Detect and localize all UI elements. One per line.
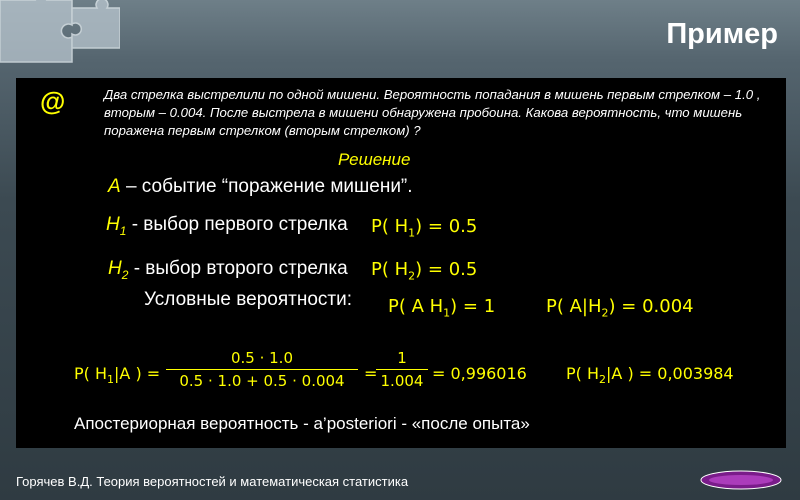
bayes2-lhs-end: |A ) = 0,003984 — [606, 364, 734, 383]
bayes1-numerator: 0.5 · 1.0 — [230, 349, 293, 367]
conditional-label: Условные вероятности: — [144, 289, 352, 310]
bayes1-lhs-sub: 1 — [107, 373, 115, 387]
bayes2-lhs-sub: 2 — [599, 373, 607, 387]
simplified-fraction — [376, 349, 428, 390]
bayes2-numerator: 1 — [397, 349, 407, 367]
h1-formula-start: P( H — [371, 216, 409, 237]
h1-formula-sub: 1 — [408, 226, 416, 240]
solution-title: Решение — [338, 150, 411, 169]
h2-letter: H — [108, 258, 122, 279]
bayes-h1-lhs — [74, 364, 160, 386]
footer-text: Горячев В.Д. Теория вероятностей и математическая статистика — [16, 474, 409, 489]
h1-prob-formula — [371, 216, 477, 240]
hypothesis-2 — [108, 258, 348, 282]
cond1-end: ) = 1 — [450, 296, 496, 317]
h2-sub: 2 — [121, 267, 129, 282]
cond2-sub: 2 — [601, 306, 609, 320]
cond2-end: ) = 0.004 — [608, 296, 694, 317]
bayes-h1-result: = 0,996016 — [432, 364, 527, 383]
h1-letter: H — [106, 214, 120, 235]
at-sign-icon: @ — [40, 86, 66, 116]
cond1-sub: 1 — [443, 306, 451, 320]
equals-sign: = — [364, 364, 378, 383]
bayes-h1-fraction — [166, 349, 358, 390]
page-title: Пример — [666, 18, 778, 50]
h2-formula-end: ) = 0.5 — [415, 259, 478, 280]
bayes1-denominator: 0.5 · 1.0 + 0.5 · 0.004 — [166, 369, 358, 390]
event-letter: A — [108, 176, 121, 197]
h1-text: - выбор первого стрелка — [126, 214, 348, 235]
h2-prob-formula — [371, 259, 477, 283]
content-panel — [16, 78, 786, 448]
conditional-prob-1 — [388, 296, 495, 320]
bayes2-lhs-start: P( H — [566, 364, 600, 383]
event-definition — [108, 176, 413, 198]
conditional-prob-2 — [546, 296, 694, 320]
h2-formula-sub: 2 — [408, 269, 416, 283]
bayes1-lhs-end: |A ) = — [114, 364, 161, 383]
bayes2-denominator: 1.004 — [376, 369, 428, 390]
bayes-h2-result — [566, 364, 734, 386]
aposteriori-text: Апостериорная вероятность - a’posteriori - «после опыта» — [74, 414, 530, 433]
bayes1-lhs-start: P( H — [74, 364, 108, 383]
puzzle-pieces-decoration — [0, 0, 120, 70]
h2-formula-start: P( H — [371, 259, 409, 280]
logo-icon — [700, 470, 782, 490]
hypothesis-1 — [106, 214, 348, 238]
event-text: – событие “поражение мишени”. — [120, 176, 413, 197]
problem-statement: Два стрелка выстрелили по одной мишени. Вероятность попадания в мишень первым стрелком – 1.0 , вторым – 0.004. После выстрела в мишени обнаружена пробоина. Какова вероятность, что мишень поражена первым стрелком (вторым стрелком) ? — [104, 87, 761, 138]
cond2-start: P( A|H — [546, 296, 602, 317]
h2-text: - выбор второго стрелка — [128, 258, 348, 279]
h1-formula-end: ) = 0.5 — [415, 216, 478, 237]
h1-sub: 1 — [119, 223, 127, 238]
cond1-start: P( A H — [388, 296, 444, 317]
